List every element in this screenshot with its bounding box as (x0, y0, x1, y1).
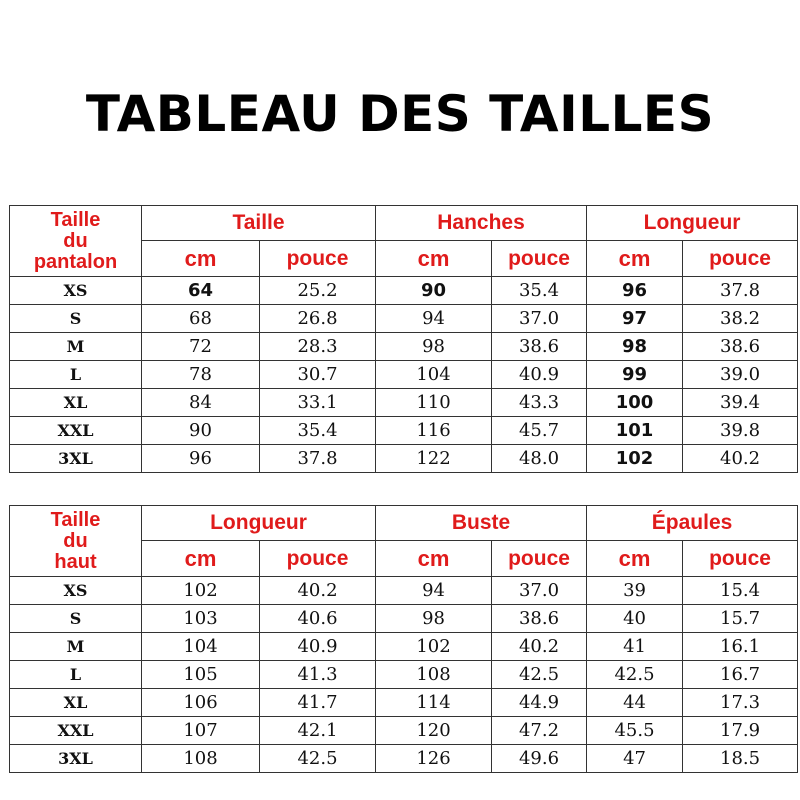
table-cell: 38.6 (492, 333, 587, 361)
table-cell: 39.0 (683, 361, 798, 389)
table-cell: 41 (587, 633, 683, 661)
size-cell: XL (10, 689, 142, 717)
table-cell: 47.2 (492, 717, 587, 745)
table-cell: 43.3 (492, 389, 587, 417)
table-row (10, 717, 798, 745)
table-cell: 18.5 (683, 745, 798, 773)
table-cell: 42.5 (260, 745, 376, 773)
unit-pouce: pouce (683, 541, 798, 577)
table-cell: 72 (142, 333, 260, 361)
unit-pouce: pouce (492, 541, 587, 577)
table-cell: 103 (142, 605, 260, 633)
unit-pouce: pouce (260, 541, 376, 577)
table-cell: 37.8 (260, 445, 376, 473)
table-cell: 49.6 (492, 745, 587, 773)
table-cell: 100 (587, 389, 683, 417)
top-group-epaules: Épaules (587, 506, 798, 541)
pants-group-hanches: Hanches (376, 206, 587, 241)
size-cell: M (10, 633, 142, 661)
unit-pouce: pouce (683, 241, 798, 277)
table-cell: 98 (587, 333, 683, 361)
pants-group-longueur: Longueur (587, 206, 798, 241)
table-cell: 17.3 (683, 689, 798, 717)
table-cell: 47 (587, 745, 683, 773)
table-cell: 16.7 (683, 661, 798, 689)
table-cell: 25.2 (260, 277, 376, 305)
table-cell: 84 (142, 389, 260, 417)
table-cell: 26.8 (260, 305, 376, 333)
table-cell: 44.9 (492, 689, 587, 717)
size-cell: XS (10, 577, 142, 605)
table-cell: 116 (376, 417, 492, 445)
table-cell: 105 (142, 661, 260, 689)
top-group-buste: Buste (376, 506, 587, 541)
unit-cm: cm (142, 541, 260, 577)
table-row (10, 605, 798, 633)
table-row (10, 417, 798, 445)
unit-cm: cm (376, 541, 492, 577)
table-row (10, 577, 798, 605)
table-cell: 97 (587, 305, 683, 333)
table-cell: 98 (376, 333, 492, 361)
unit-cm: cm (587, 241, 683, 277)
table-cell: 40.2 (683, 445, 798, 473)
table-row (10, 305, 798, 333)
table-cell: 102 (587, 445, 683, 473)
size-cell: 3XL (10, 745, 142, 773)
table-cell: 40.9 (260, 633, 376, 661)
table-cell: 45.7 (492, 417, 587, 445)
table-cell: 42.1 (260, 717, 376, 745)
unit-cm: cm (142, 241, 260, 277)
table-cell: 122 (376, 445, 492, 473)
table-row (10, 633, 798, 661)
page-title: TABLEAU DES TAILLES (85, 85, 715, 143)
table-cell: 40.9 (492, 361, 587, 389)
table-cell: 38.6 (683, 333, 798, 361)
table-cell: 110 (376, 389, 492, 417)
table-cell: 45.5 (587, 717, 683, 745)
table-cell: 98 (376, 605, 492, 633)
table-cell: 15.4 (683, 577, 798, 605)
unit-pouce: pouce (260, 241, 376, 277)
table-cell: 40.6 (260, 605, 376, 633)
table-cell: 41.3 (260, 661, 376, 689)
table-row (10, 361, 798, 389)
table-cell: 114 (376, 689, 492, 717)
table-cell: 37.0 (492, 305, 587, 333)
unit-pouce: pouce (492, 241, 587, 277)
table-cell: 99 (587, 361, 683, 389)
table-cell: 17.9 (683, 717, 798, 745)
top-size-table (9, 505, 798, 773)
table-cell: 104 (376, 361, 492, 389)
table-cell: 40.2 (492, 633, 587, 661)
pants-size-table (9, 205, 798, 473)
table-cell: 41.7 (260, 689, 376, 717)
table-row (10, 389, 798, 417)
size-cell: 3XL (10, 445, 142, 473)
size-cell: S (10, 305, 142, 333)
table-cell: 42.5 (492, 661, 587, 689)
size-cell: XL (10, 389, 142, 417)
table-row (10, 745, 798, 773)
table-cell: 64 (142, 277, 260, 305)
table-cell: 44 (587, 689, 683, 717)
table-cell: 37.8 (683, 277, 798, 305)
table-row (10, 445, 798, 473)
table-cell: 35.4 (492, 277, 587, 305)
table-cell: 78 (142, 361, 260, 389)
top-group-longueur: Longueur (142, 506, 376, 541)
table-cell: 96 (142, 445, 260, 473)
table-cell: 94 (376, 577, 492, 605)
top-row-header: Taille du haut (10, 506, 142, 577)
table-row (10, 689, 798, 717)
table-row (10, 277, 798, 305)
size-cell: XS (10, 277, 142, 305)
table-cell: 39 (587, 577, 683, 605)
table-cell: 104 (142, 633, 260, 661)
table-cell: 40 (587, 605, 683, 633)
table-cell: 96 (587, 277, 683, 305)
table-cell: 42.5 (587, 661, 683, 689)
table-cell: 16.1 (683, 633, 798, 661)
table-cell: 94 (376, 305, 492, 333)
table-cell: 28.3 (260, 333, 376, 361)
table-cell: 101 (587, 417, 683, 445)
table-row (10, 333, 798, 361)
size-cell: XXL (10, 417, 142, 445)
table-cell: 39.4 (683, 389, 798, 417)
table-cell: 106 (142, 689, 260, 717)
table-cell: 107 (142, 717, 260, 745)
table-cell: 35.4 (260, 417, 376, 445)
table-cell: 68 (142, 305, 260, 333)
unit-cm: cm (587, 541, 683, 577)
table-cell: 108 (142, 745, 260, 773)
table-cell: 120 (376, 717, 492, 745)
table-cell: 48.0 (492, 445, 587, 473)
size-cell: L (10, 361, 142, 389)
table-cell: 40.2 (260, 577, 376, 605)
table-cell: 38.6 (492, 605, 587, 633)
unit-cm: cm (376, 241, 492, 277)
size-cell: L (10, 661, 142, 689)
pants-row-header: Taille du pantalon (10, 206, 142, 277)
table-cell: 102 (142, 577, 260, 605)
table-cell: 108 (376, 661, 492, 689)
size-cell: M (10, 333, 142, 361)
table-cell: 90 (376, 277, 492, 305)
table-cell: 126 (376, 745, 492, 773)
table-cell: 37.0 (492, 577, 587, 605)
table-cell: 33.1 (260, 389, 376, 417)
table-cell: 102 (376, 633, 492, 661)
table-cell: 39.8 (683, 417, 798, 445)
size-cell: XXL (10, 717, 142, 745)
size-cell: S (10, 605, 142, 633)
table-row (10, 661, 798, 689)
table-cell: 38.2 (683, 305, 798, 333)
table-cell: 30.7 (260, 361, 376, 389)
pants-group-taille: Taille (142, 206, 376, 241)
table-cell: 15.7 (683, 605, 798, 633)
table-cell: 90 (142, 417, 260, 445)
